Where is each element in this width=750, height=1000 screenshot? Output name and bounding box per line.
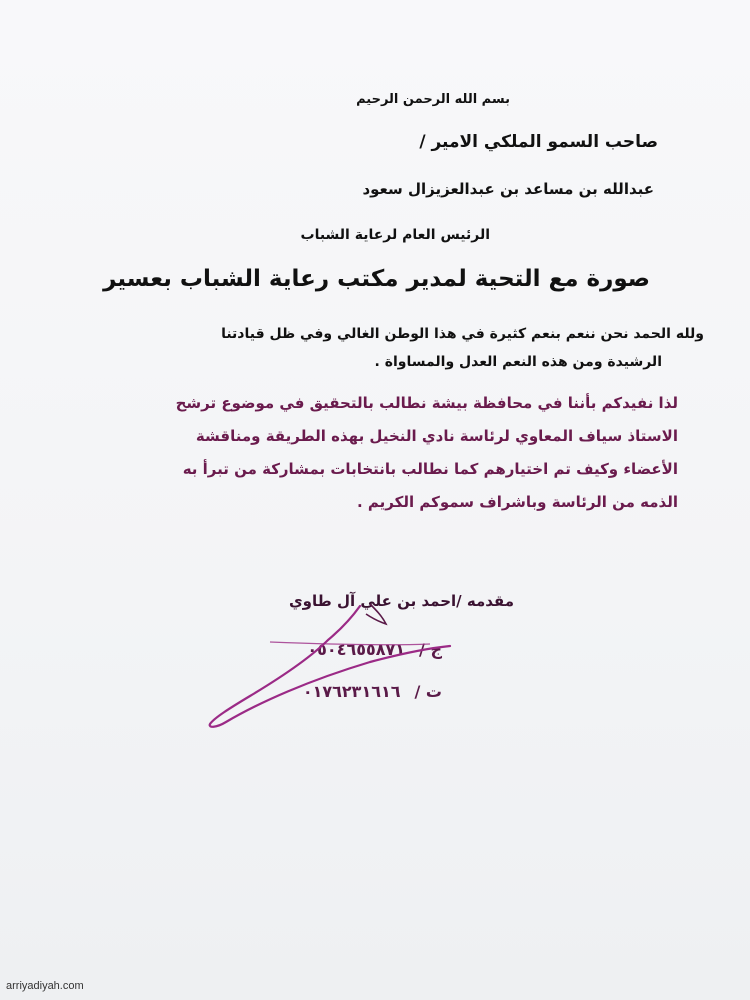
- copy-to-line: صورة مع التحية لمدير مكتب رعاية الشباب بعسير: [103, 266, 650, 292]
- basmala: بسم الله الرحمن الرحيم: [356, 92, 510, 107]
- mobile-label: ج /: [419, 640, 442, 659]
- body-line: الذمه من الرئاسة وباشراف سموكم الكريم .: [356, 493, 678, 511]
- praise-line: ولله الحمد نحن ننعم بنعم كثيرة في هذا الوطن الغالي وفي ظل قيادتنا: [221, 326, 704, 342]
- body-line: لذا نفيدكم بأننا في محافظة بيشة نطالب بالتحقيق في موضوع ترشح: [175, 394, 678, 412]
- praise-line: الرشيدة ومن هذه النعم العدل والمساواة .: [374, 354, 662, 370]
- addressee-name: عبدالله بن مساعد بن عبدالعزيزال سعود: [362, 180, 654, 198]
- body-line: الاستاذ سياف المعاوي لرئاسة نادي النخيل بهذه الطريقة ومناقشة: [195, 427, 678, 445]
- watermark: arriyadiyah.com: [6, 980, 84, 992]
- addressee-title: صاحب السمو الملكي الامير /: [419, 132, 658, 152]
- handwritten-signature: [200, 600, 500, 740]
- body-line: الأعضاء وكيف تم اختيارهم كما نطالب بانتخابات بمشاركة من تبرأ به: [182, 460, 678, 478]
- sender-line: مقدمه /احمد بن علي آل طاوي: [288, 592, 514, 610]
- mobile-number: ٠٥٠٤٦٥٥٨٧١: [307, 640, 406, 659]
- phone-label: ت /: [414, 682, 442, 701]
- phone-number: ٠١٧٦٢٣١٦١٦: [302, 682, 401, 701]
- addressee-role: الرئيس العام لرعاية الشباب: [300, 227, 490, 243]
